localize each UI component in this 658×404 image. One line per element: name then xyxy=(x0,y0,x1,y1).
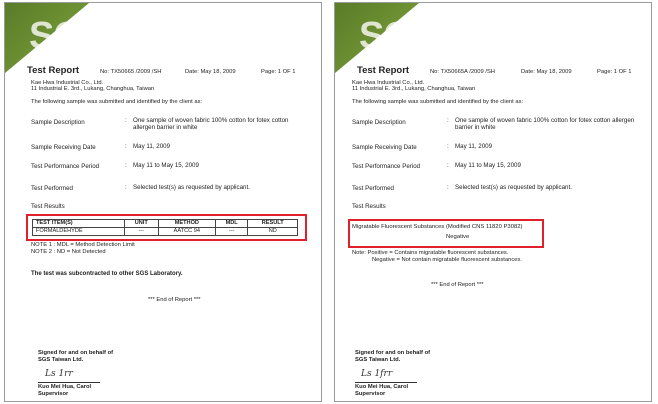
table-cell: --- xyxy=(215,228,248,236)
signature-role: Supervisor xyxy=(355,391,386,397)
company-name: Kae Hwa Industrial Co., Ltd. xyxy=(352,80,425,86)
intro-text: The following sample was submitted and identified by the client as: xyxy=(352,99,524,105)
signature-image: Ls 1frr xyxy=(361,369,393,379)
table-header-row xyxy=(33,220,298,228)
signed-line-2: SGS Taiwan Ltd. xyxy=(38,357,84,363)
table-cell: AATCC 94 xyxy=(158,228,215,236)
report-number: No: TX50665 /2009 /SH xyxy=(100,69,162,75)
field-label: Sample Receiving Date xyxy=(31,144,96,151)
report-page-fluorescent xyxy=(334,2,652,402)
end-of-report: *** End of Report *** xyxy=(431,282,484,288)
signature-line xyxy=(355,382,417,383)
report-date: Date: May 18, 2009 xyxy=(521,69,572,75)
field-colon: : xyxy=(447,184,449,191)
fluorescent-result: Negative xyxy=(446,234,470,240)
table-header: MDL xyxy=(215,220,248,228)
table-row xyxy=(33,228,298,236)
field-label: Sample Description xyxy=(352,119,406,126)
field-value: Selected test(s) as requested by applicant. xyxy=(455,184,572,191)
field-value: May 11 to May 15, 2009 xyxy=(455,162,521,169)
signature-image: Ls 1rr xyxy=(45,369,73,379)
field-value: Selected test(s) as requested by applicant. xyxy=(133,184,250,191)
company-name: Kae Hwa Industrial Co., Ltd. xyxy=(31,80,104,86)
test-results-label: Test Results xyxy=(352,203,386,210)
report-page-formaldehyde xyxy=(4,2,322,402)
table-cell: --- xyxy=(124,228,158,236)
note-line: Note: Positive = Contains migratable fluorescent substances. xyxy=(352,250,509,256)
table-header: METHOD xyxy=(158,220,215,228)
signature-name: Kuo Mei Hua, Carol xyxy=(38,384,92,390)
report-number: No: TX50665A /2009 /SH xyxy=(430,69,495,75)
note-line: Negative = Not contain migratable fluorescent substances. xyxy=(372,257,522,263)
subcontract-note: The test was subcontracted to other SGS Laboratory. xyxy=(31,271,183,277)
sgs-logo-text: SGS xyxy=(29,15,107,57)
report-page-number: Page: 1 OF 1 xyxy=(597,69,632,75)
field-colon: : xyxy=(125,143,127,150)
signature-line xyxy=(38,382,100,383)
intro-text: The following sample was submitted and identified by the client as: xyxy=(31,99,203,105)
company-address: 11 Industrial E. 3rd., Lukang, Changhua, Taiwan xyxy=(31,86,155,92)
field-label: Sample Description xyxy=(31,119,85,126)
field-value: One sample of woven fabric 100% cotton for fotex cotton allergen barrier in white xyxy=(133,117,289,132)
field-label: Test Performance Period xyxy=(352,163,421,170)
note-line: NOTE 2 : ND = Not Detected xyxy=(31,249,106,255)
signature-role: Supervisor xyxy=(38,391,69,397)
sgs-logo-text: SGS xyxy=(359,15,437,57)
field-colon: : xyxy=(447,162,449,169)
field-label: Test Performed xyxy=(352,185,394,192)
table-header: RESULT xyxy=(248,220,298,228)
table-header: UNIT xyxy=(124,220,158,228)
note-line: NOTE 1 : MDL = Method Detection Limit xyxy=(31,242,135,248)
field-colon: : xyxy=(447,117,449,124)
test-results-label: Test Results xyxy=(31,203,65,210)
field-colon: : xyxy=(447,143,449,150)
company-address: 11 Industrial E. 3rd., Lukang, Changhua, Taiwan xyxy=(352,86,476,92)
field-colon: : xyxy=(125,184,127,191)
report-page-number: Page: 1 OF 1 xyxy=(261,69,296,75)
signed-line-1: Signed for and on behalf of xyxy=(38,350,114,356)
field-value: May 11, 2009 xyxy=(133,143,171,150)
signed-line-1: Signed for and on behalf of xyxy=(355,350,431,356)
table-cell: ND xyxy=(248,228,298,236)
fluorescent-test-item: Migratable Fluorescent Substances (Modified CNS 11820 P3082) xyxy=(352,224,523,230)
field-label: Test Performed xyxy=(31,185,73,192)
signature-name: Kuo Mei Hua, Carol xyxy=(355,384,409,390)
field-colon: : xyxy=(125,162,127,169)
field-colon: : xyxy=(125,117,127,124)
field-value: May 11, 2009 xyxy=(455,143,493,150)
report-title: Test Report xyxy=(357,65,410,76)
field-label: Test Performance Period xyxy=(31,163,100,170)
end-of-report: *** End of Report *** xyxy=(148,297,201,303)
table-header: TEST ITEM(S) xyxy=(33,220,125,228)
table-cell: FORMALDEHYDE xyxy=(33,228,125,236)
field-label: Sample Receiving Date xyxy=(352,144,417,151)
results-table xyxy=(32,219,298,236)
field-value: One sample of woven fabric 100% cotton for fotex cotton allergen barrier in white xyxy=(455,117,635,132)
report-title: Test Report xyxy=(27,65,80,76)
field-value: May 11 to May 15, 2009 xyxy=(133,162,199,169)
signed-line-2: SGS Taiwan Ltd. xyxy=(355,357,401,363)
report-date: Date: May 18, 2009 xyxy=(185,69,236,75)
